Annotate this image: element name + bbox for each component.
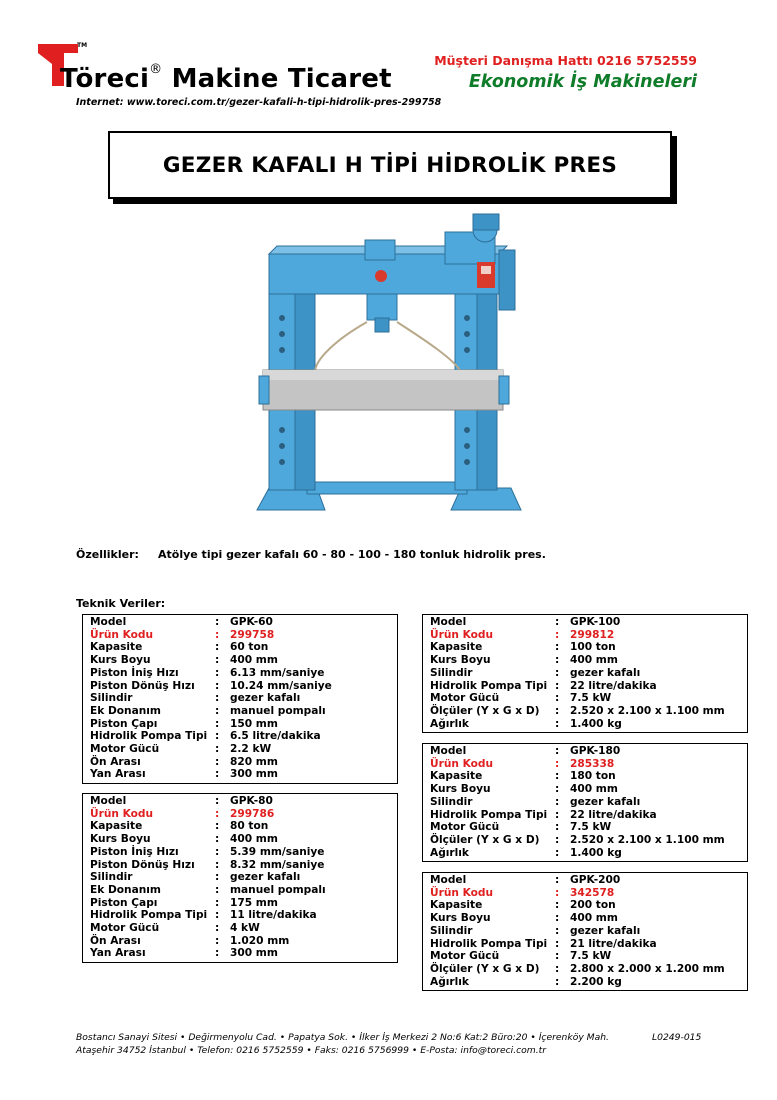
spec-value: 299786 — [230, 807, 275, 820]
spec-colon: : — [215, 755, 220, 768]
spec-value: 200 ton — [570, 899, 616, 912]
spec-value: 22 litre/dakika — [570, 679, 657, 692]
spec-label: Kurs Boyu — [430, 912, 491, 925]
spec-row — [90, 768, 397, 781]
spec-value: 4 kW — [230, 922, 260, 935]
spec-value: 300 mm — [230, 947, 278, 960]
registered-mark: ® — [149, 62, 163, 77]
spec-colon: : — [215, 616, 220, 628]
spec-colon: : — [555, 874, 560, 886]
spec-value: gezer kafalı — [230, 692, 301, 705]
spec-value: 60 ton — [230, 641, 269, 654]
spec-value: 7.5 kW — [570, 692, 612, 705]
page-title: GEZER KAFALI H TİPİ HİDROLİK PRES — [108, 131, 672, 199]
spec-label: Hidrolik Pompa Tipi — [430, 808, 548, 821]
spec-row — [90, 808, 397, 821]
spec-label: Motor Gücü — [430, 821, 500, 834]
hotline-text: Müşteri Danışma Hattı 0216 5752559 — [434, 53, 697, 68]
spec-label: Piston Çapı — [90, 896, 158, 909]
spec-box-gpk-180 — [422, 743, 748, 862]
spec-value: 2.200 kg — [570, 975, 622, 988]
spec-value: gezer kafalı — [570, 666, 641, 679]
hydraulic-press-illustration — [255, 210, 525, 520]
spec-box-gpk-80 — [82, 793, 398, 963]
spec-row — [430, 629, 747, 642]
spec-label: Piston Dönüş Hızı — [90, 679, 195, 692]
spec-value: gezer kafalı — [570, 924, 641, 937]
spec-value: 175 mm — [230, 896, 278, 909]
spec-value: 8.32 mm/saniye — [230, 858, 325, 871]
document-number: L0249-015 — [652, 1032, 702, 1043]
spec-value: gezer kafalı — [230, 871, 301, 884]
spec-row — [90, 629, 397, 642]
spec-colon: : — [215, 641, 220, 654]
spec-label: Ön Arası — [90, 755, 141, 768]
spec-value: 80 ton — [230, 820, 269, 833]
spec-value: 400 mm — [570, 654, 618, 667]
spec-row — [430, 809, 747, 822]
brand-name-main: Töreci — [60, 64, 150, 94]
spec-row — [430, 718, 747, 731]
spec-row — [90, 795, 397, 808]
spec-row — [430, 899, 747, 912]
spec-label: Kurs Boyu — [90, 654, 151, 667]
spec-row — [430, 667, 747, 680]
spec-colon: : — [215, 807, 220, 820]
spec-row — [90, 846, 397, 859]
spec-label: Model — [90, 616, 127, 628]
spec-label: Kapasite — [90, 820, 143, 833]
spec-label: Kapasite — [430, 899, 483, 912]
product-url: Internet: www.toreci.com.tr/gezer-kafali-h-tipi-hidrolik-pres-299758 — [76, 97, 442, 108]
spec-value: 5.39 mm/saniye — [230, 845, 325, 858]
features-label: Özellikler: — [76, 548, 139, 561]
spec-colon: : — [215, 934, 220, 947]
spec-value: 1.400 kg — [570, 717, 622, 730]
spec-colon: : — [555, 745, 560, 757]
spec-colon: : — [215, 692, 220, 705]
spec-label: Kurs Boyu — [430, 654, 491, 667]
spec-row — [90, 654, 397, 667]
spec-row — [430, 847, 747, 860]
spec-colon: : — [555, 821, 560, 834]
spec-row — [90, 820, 397, 833]
spec-row — [430, 770, 747, 783]
brand-name-suffix: Makine Ticaret — [171, 64, 392, 94]
spec-label: Hidrolik Pompa Tipi — [430, 679, 548, 692]
spec-value: gezer kafalı — [570, 795, 641, 808]
spec-colon: : — [215, 768, 220, 781]
spec-label: Model — [430, 874, 467, 886]
spec-label: Kurs Boyu — [90, 833, 151, 846]
spec-value: 342578 — [570, 886, 615, 899]
spec-label: Silindir — [90, 871, 133, 884]
spec-colon: : — [555, 717, 560, 730]
spec-colon: : — [215, 883, 220, 896]
spec-colon: : — [215, 654, 220, 667]
spec-box-gpk-60 — [82, 614, 398, 784]
spec-row — [430, 745, 747, 758]
spec-row — [430, 938, 747, 951]
spec-value: 2.2 kW — [230, 743, 272, 756]
spec-value: 100 ton — [570, 641, 616, 654]
spec-label: Hidrolik Pompa Tipi — [430, 937, 548, 950]
spec-colon: : — [215, 858, 220, 871]
spec-label: Ek Donanım — [90, 704, 161, 717]
spec-colon: : — [215, 922, 220, 935]
spec-colon: : — [215, 666, 220, 679]
spec-colon: : — [555, 937, 560, 950]
spec-colon: : — [215, 909, 220, 922]
spec-row — [90, 884, 397, 897]
spec-row — [430, 654, 747, 667]
spec-value: 400 mm — [230, 833, 278, 846]
spec-value: 1.400 kg — [570, 846, 622, 859]
spec-label: Yan Arası — [90, 768, 146, 781]
brand-name — [60, 64, 392, 94]
spec-value: 22 litre/dakika — [570, 808, 657, 821]
spec-colon: : — [555, 654, 560, 667]
spec-colon: : — [555, 912, 560, 925]
spec-label: Model — [430, 745, 467, 757]
spec-row — [430, 783, 747, 796]
spec-label: Ürün Kodu — [430, 757, 494, 770]
spec-colon: : — [555, 950, 560, 963]
spec-colon: : — [555, 666, 560, 679]
spec-colon: : — [555, 628, 560, 641]
spec-colon: : — [215, 628, 220, 641]
spec-row — [90, 743, 397, 756]
spec-value: 820 mm — [230, 755, 278, 768]
spec-value: 11 litre/dakika — [230, 909, 317, 922]
spec-label: Ürün Kodu — [90, 628, 154, 641]
spec-row — [90, 756, 397, 769]
spec-value: 6.5 litre/dakika — [230, 730, 321, 743]
spec-row — [90, 935, 397, 948]
spec-value: 400 mm — [570, 912, 618, 925]
spec-label: Motor Gücü — [90, 922, 160, 935]
technical-data-label: Teknik Veriler: — [76, 597, 166, 610]
spec-row — [430, 925, 747, 938]
spec-colon: : — [555, 846, 560, 859]
spec-value: 299812 — [570, 628, 615, 641]
spec-value: 180 ton — [570, 770, 616, 783]
spec-colon: : — [555, 886, 560, 899]
spec-row — [90, 833, 397, 846]
spec-value: 1.020 mm — [230, 934, 290, 947]
spec-label: Ağırlık — [430, 846, 469, 859]
spec-label: Model — [90, 795, 127, 807]
spec-label: Motor Gücü — [90, 743, 160, 756]
spec-value: 7.5 kW — [570, 821, 612, 834]
spec-value: 2.520 x 2.100 x 1.100 mm — [570, 704, 725, 717]
spec-colon: : — [215, 743, 220, 756]
spec-colon: : — [215, 947, 220, 960]
spec-label: Silindir — [430, 924, 473, 937]
spec-row — [90, 909, 397, 922]
spec-row — [430, 680, 747, 693]
spec-label: Piston İniş Hızı — [90, 666, 179, 679]
spec-colon: : — [555, 795, 560, 808]
spec-label: Motor Gücü — [430, 692, 500, 705]
spec-label: Ölçüler (Y x G x D) — [430, 704, 540, 717]
spec-value: 7.5 kW — [570, 950, 612, 963]
spec-value: GPK-200 — [570, 874, 621, 886]
spec-value: GPK-60 — [230, 616, 273, 628]
spec-colon: : — [215, 820, 220, 833]
spec-row — [430, 963, 747, 976]
spec-value: manuel pompalı — [230, 883, 326, 896]
spec-label: Ön Arası — [90, 934, 141, 947]
spec-label: Ölçüler (Y x G x D) — [430, 833, 540, 846]
spec-row — [430, 705, 747, 718]
spec-value: 6.13 mm/saniye — [230, 666, 325, 679]
spec-colon: : — [555, 770, 560, 783]
spec-row — [430, 616, 747, 629]
spec-label: Hidrolik Pompa Tipi — [90, 730, 208, 743]
spec-label: Hidrolik Pompa Tipi — [90, 909, 208, 922]
spec-row — [90, 616, 397, 629]
spec-label: Ürün Kodu — [90, 807, 154, 820]
spec-row — [90, 859, 397, 872]
spec-colon: : — [555, 975, 560, 988]
spec-colon: : — [555, 704, 560, 717]
spec-row — [430, 758, 747, 771]
spec-label: Ürün Kodu — [430, 886, 494, 899]
spec-label: Piston Dönüş Hızı — [90, 858, 195, 871]
spec-label: Piston İniş Hızı — [90, 845, 179, 858]
spec-colon: : — [555, 962, 560, 975]
spec-row — [430, 821, 747, 834]
spec-colon: : — [215, 871, 220, 884]
spec-colon: : — [215, 704, 220, 717]
spec-row — [430, 912, 747, 925]
spec-value: 300 mm — [230, 768, 278, 781]
spec-row — [430, 887, 747, 900]
spec-colon: : — [215, 896, 220, 909]
spec-colon: : — [215, 833, 220, 846]
spec-value: 2.800 x 2.000 x 1.200 mm — [570, 962, 725, 975]
spec-colon: : — [215, 730, 220, 743]
spec-value: 400 mm — [230, 654, 278, 667]
spec-label: Ek Donanım — [90, 883, 161, 896]
spec-row — [90, 718, 397, 731]
spec-row — [90, 947, 397, 960]
spec-value: 21 litre/dakika — [570, 937, 657, 950]
spec-label: Ölçüler (Y x G x D) — [430, 962, 540, 975]
spec-row — [90, 897, 397, 910]
spec-box-gpk-100 — [422, 614, 748, 733]
spec-value: manuel pompalı — [230, 704, 326, 717]
trademark-mark: TM — [77, 42, 88, 49]
spec-value: 150 mm — [230, 717, 278, 730]
spec-value: 400 mm — [570, 783, 618, 796]
spec-label: Silindir — [430, 666, 473, 679]
spec-row — [430, 692, 747, 705]
spec-row — [90, 922, 397, 935]
spec-colon: : — [555, 808, 560, 821]
spec-row — [430, 950, 747, 963]
spec-label: Piston Çapı — [90, 717, 158, 730]
spec-row — [430, 874, 747, 887]
spec-value: GPK-100 — [570, 616, 621, 628]
spec-colon: : — [555, 833, 560, 846]
spec-row — [430, 641, 747, 654]
spec-row — [430, 796, 747, 809]
spec-label: Kurs Boyu — [430, 783, 491, 796]
spec-value: 285338 — [570, 757, 615, 770]
spec-label: Ağırlık — [430, 975, 469, 988]
spec-label: Kapasite — [430, 770, 483, 783]
spec-label: Kapasite — [90, 641, 143, 654]
spec-label: Model — [430, 616, 467, 628]
spec-label: Kapasite — [430, 641, 483, 654]
spec-row — [90, 692, 397, 705]
spec-label: Motor Gücü — [430, 950, 500, 963]
spec-colon: : — [555, 679, 560, 692]
spec-colon: : — [555, 783, 560, 796]
spec-row — [90, 871, 397, 884]
spec-colon: : — [215, 679, 220, 692]
spec-colon: : — [555, 924, 560, 937]
spec-label: Ağırlık — [430, 717, 469, 730]
spec-row — [90, 641, 397, 654]
spec-row — [90, 705, 397, 718]
features-text: Atölye tipi gezer kafalı 60 - 80 - 100 - 180 tonluk hidrolik pres. — [158, 548, 546, 561]
spec-box-gpk-200 — [422, 872, 748, 991]
spec-colon: : — [555, 616, 560, 628]
spec-value: 10.24 mm/saniye — [230, 679, 332, 692]
spec-value: 299758 — [230, 628, 275, 641]
spec-colon: : — [215, 795, 220, 807]
spec-label: Silindir — [90, 692, 133, 705]
spec-row — [90, 680, 397, 693]
spec-colon: : — [555, 899, 560, 912]
spec-colon: : — [555, 641, 560, 654]
spec-value: 2.520 x 2.100 x 1.100 mm — [570, 833, 725, 846]
spec-row — [430, 976, 747, 989]
footer-address-line-1: Bostancı Sanayi Sitesi • Değirmenyolu Cad. • Papatya Sok. • İlker İş Merkezi 2 No:6 Kat:2 Büro:20 • İçerenköy Mah. — [76, 1032, 609, 1043]
spec-value: GPK-180 — [570, 745, 621, 757]
spec-row — [90, 667, 397, 680]
spec-colon: : — [555, 757, 560, 770]
footer-address-line-2: Ataşehir 34752 İstanbul • Telefon: 0216 5752559 • Faks: 0216 5756999 • E-Posta: info@toreci.com.tr — [76, 1045, 547, 1056]
spec-label: Silindir — [430, 795, 473, 808]
spec-value: GPK-80 — [230, 795, 273, 807]
spec-label: Ürün Kodu — [430, 628, 494, 641]
spec-colon: : — [215, 717, 220, 730]
spec-label: Yan Arası — [90, 947, 146, 960]
spec-row — [430, 834, 747, 847]
slogan-text: Ekonomik İş Makineleri — [468, 72, 697, 92]
spec-colon: : — [555, 692, 560, 705]
spec-colon: : — [215, 845, 220, 858]
spec-row — [90, 730, 397, 743]
